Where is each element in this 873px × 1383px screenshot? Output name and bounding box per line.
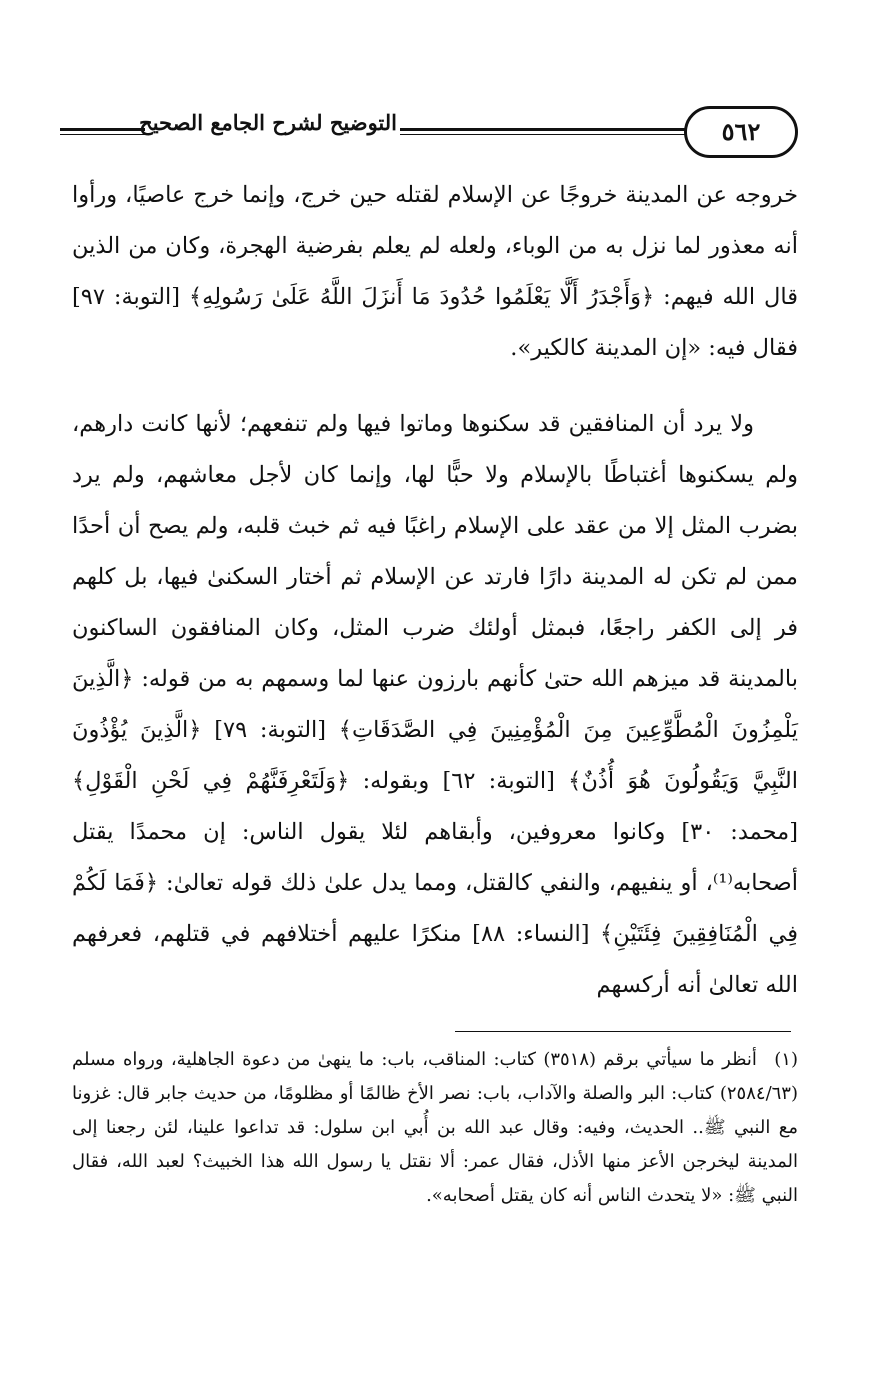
header-rule-middle (400, 128, 730, 135)
book-title: التوضيح لشرح الجامع الصحيح (139, 110, 397, 135)
footnote-text: أنظر ما سيأتي برقم (٣٥١٨) كتاب: المناقب، باب: ما ينهىٰ من دعوة الجاهلية، ورواه مسلم (٢٥٨٤/٦٣) كتاب: البر والصلة والآداب، باب: نصر الأخ ظالمًا أو مظلومًا، من حديث جابر قال: غزونا مع النبي ﷺ.. الحديث، وفيه: وقال عبد الله بن أُبي ابن سلول: قد تداعوا علينا، لئن رجعنا إلى المدينة ليخرجن الأعز منها الأذل، فقال عمر: ألا نقتل يا رسول الله هذا الخبيث؟ لعبد الله، فقال النبي ﷺ: «لا يتحدث الناس أنه كان يقتل أصحابه». (72, 1049, 798, 1206)
paragraph-2: ولا يرد أن المنافقين قد سكنوها وماتوا فيها ولم تنفعهم؛ لأنها كانت دارهم، ولم يسكنوها أغتباطًا بالإسلام ولا حبًّا لها، وإنما كان لأجل معاشهم، ولم يرد بضرب المثل إلا من عقد على الإسلام راغبًا فيه ثم خبث قلبه، ولم يصح أن أحدًا ممن لم تكن له المدينة دارًا فارتد عن الإسلام ثم أختار السكنىٰ فيها، بل كلهم فر إلى الكفر راجعًا، فبمثل أولئك ضرب المثل، وكان المنافقون الساكنون بالمدينة قد ميزهم الله حتىٰ كأنهم بارزون عنها لما وسمهم به من قوله: ﴿الَّذِينَ يَلْمِزُونَ الْمُطَّوِّعِينَ مِنَ الْمُؤْمِنِينَ فِي الصَّدَقَاتِ﴾ [التوبة: ٧٩] ﴿الَّذِينَ يُؤْذُونَ النَّبِيَّ وَيَقُولُونَ هُوَ أُذُنٌ﴾ [التوبة: ٦٢] وبقوله: ﴿وَلَتَعْرِفَنَّهُمْ فِي لَحْنِ الْقَوْلِ﴾ [محمد: ٣٠] وكانوا معروفين، وأبقاهم لئلا يقول الناس: إن محمدًا يقتل أصحابه⁽¹⁾، أو ينفيهم، والنفي كالقتل، ومما يدل علىٰ ذلك قوله تعالىٰ: ﴿فَمَا لَكُمْ فِي الْمُنَافِقِينَ فِئَتَيْنِ﴾ [النساء: ٨٨] منكرًا عليهم أختلافهم في قتلهم، فعرفهم الله تعالىٰ أنه أركسهم (72, 411, 799, 998)
footnote (72, 1043, 798, 1213)
paragraph-1: خروجه عن المدينة خروجًا عن الإسلام لقتله حين خرج، وإنما خرج عاصيًا، ورأوا أنه معذور لما نزل به من الوباء، ولعله لم يعلم بفرضية الهجرة، وكان من الذين قال الله فيهم: ﴿وَأَجْدَرُ أَلَّا يَعْلَمُوا حُدُودَ مَا أَنزَلَ اللَّهُ عَلَىٰ رَسُولِهِ﴾ [التوبة: ٩٧] فقال فيه: «إن المدينة كالكير». (72, 182, 798, 361)
page-header (60, 100, 796, 160)
footnote-separator (455, 1031, 791, 1032)
page-number: ٥٦٢ (721, 117, 761, 146)
footnote-marker: (١) (774, 1049, 798, 1070)
page-number-badge (684, 106, 798, 158)
main-text (72, 170, 798, 1011)
footnote-paragraph (72, 1043, 798, 1213)
header-rule-left (60, 128, 145, 135)
